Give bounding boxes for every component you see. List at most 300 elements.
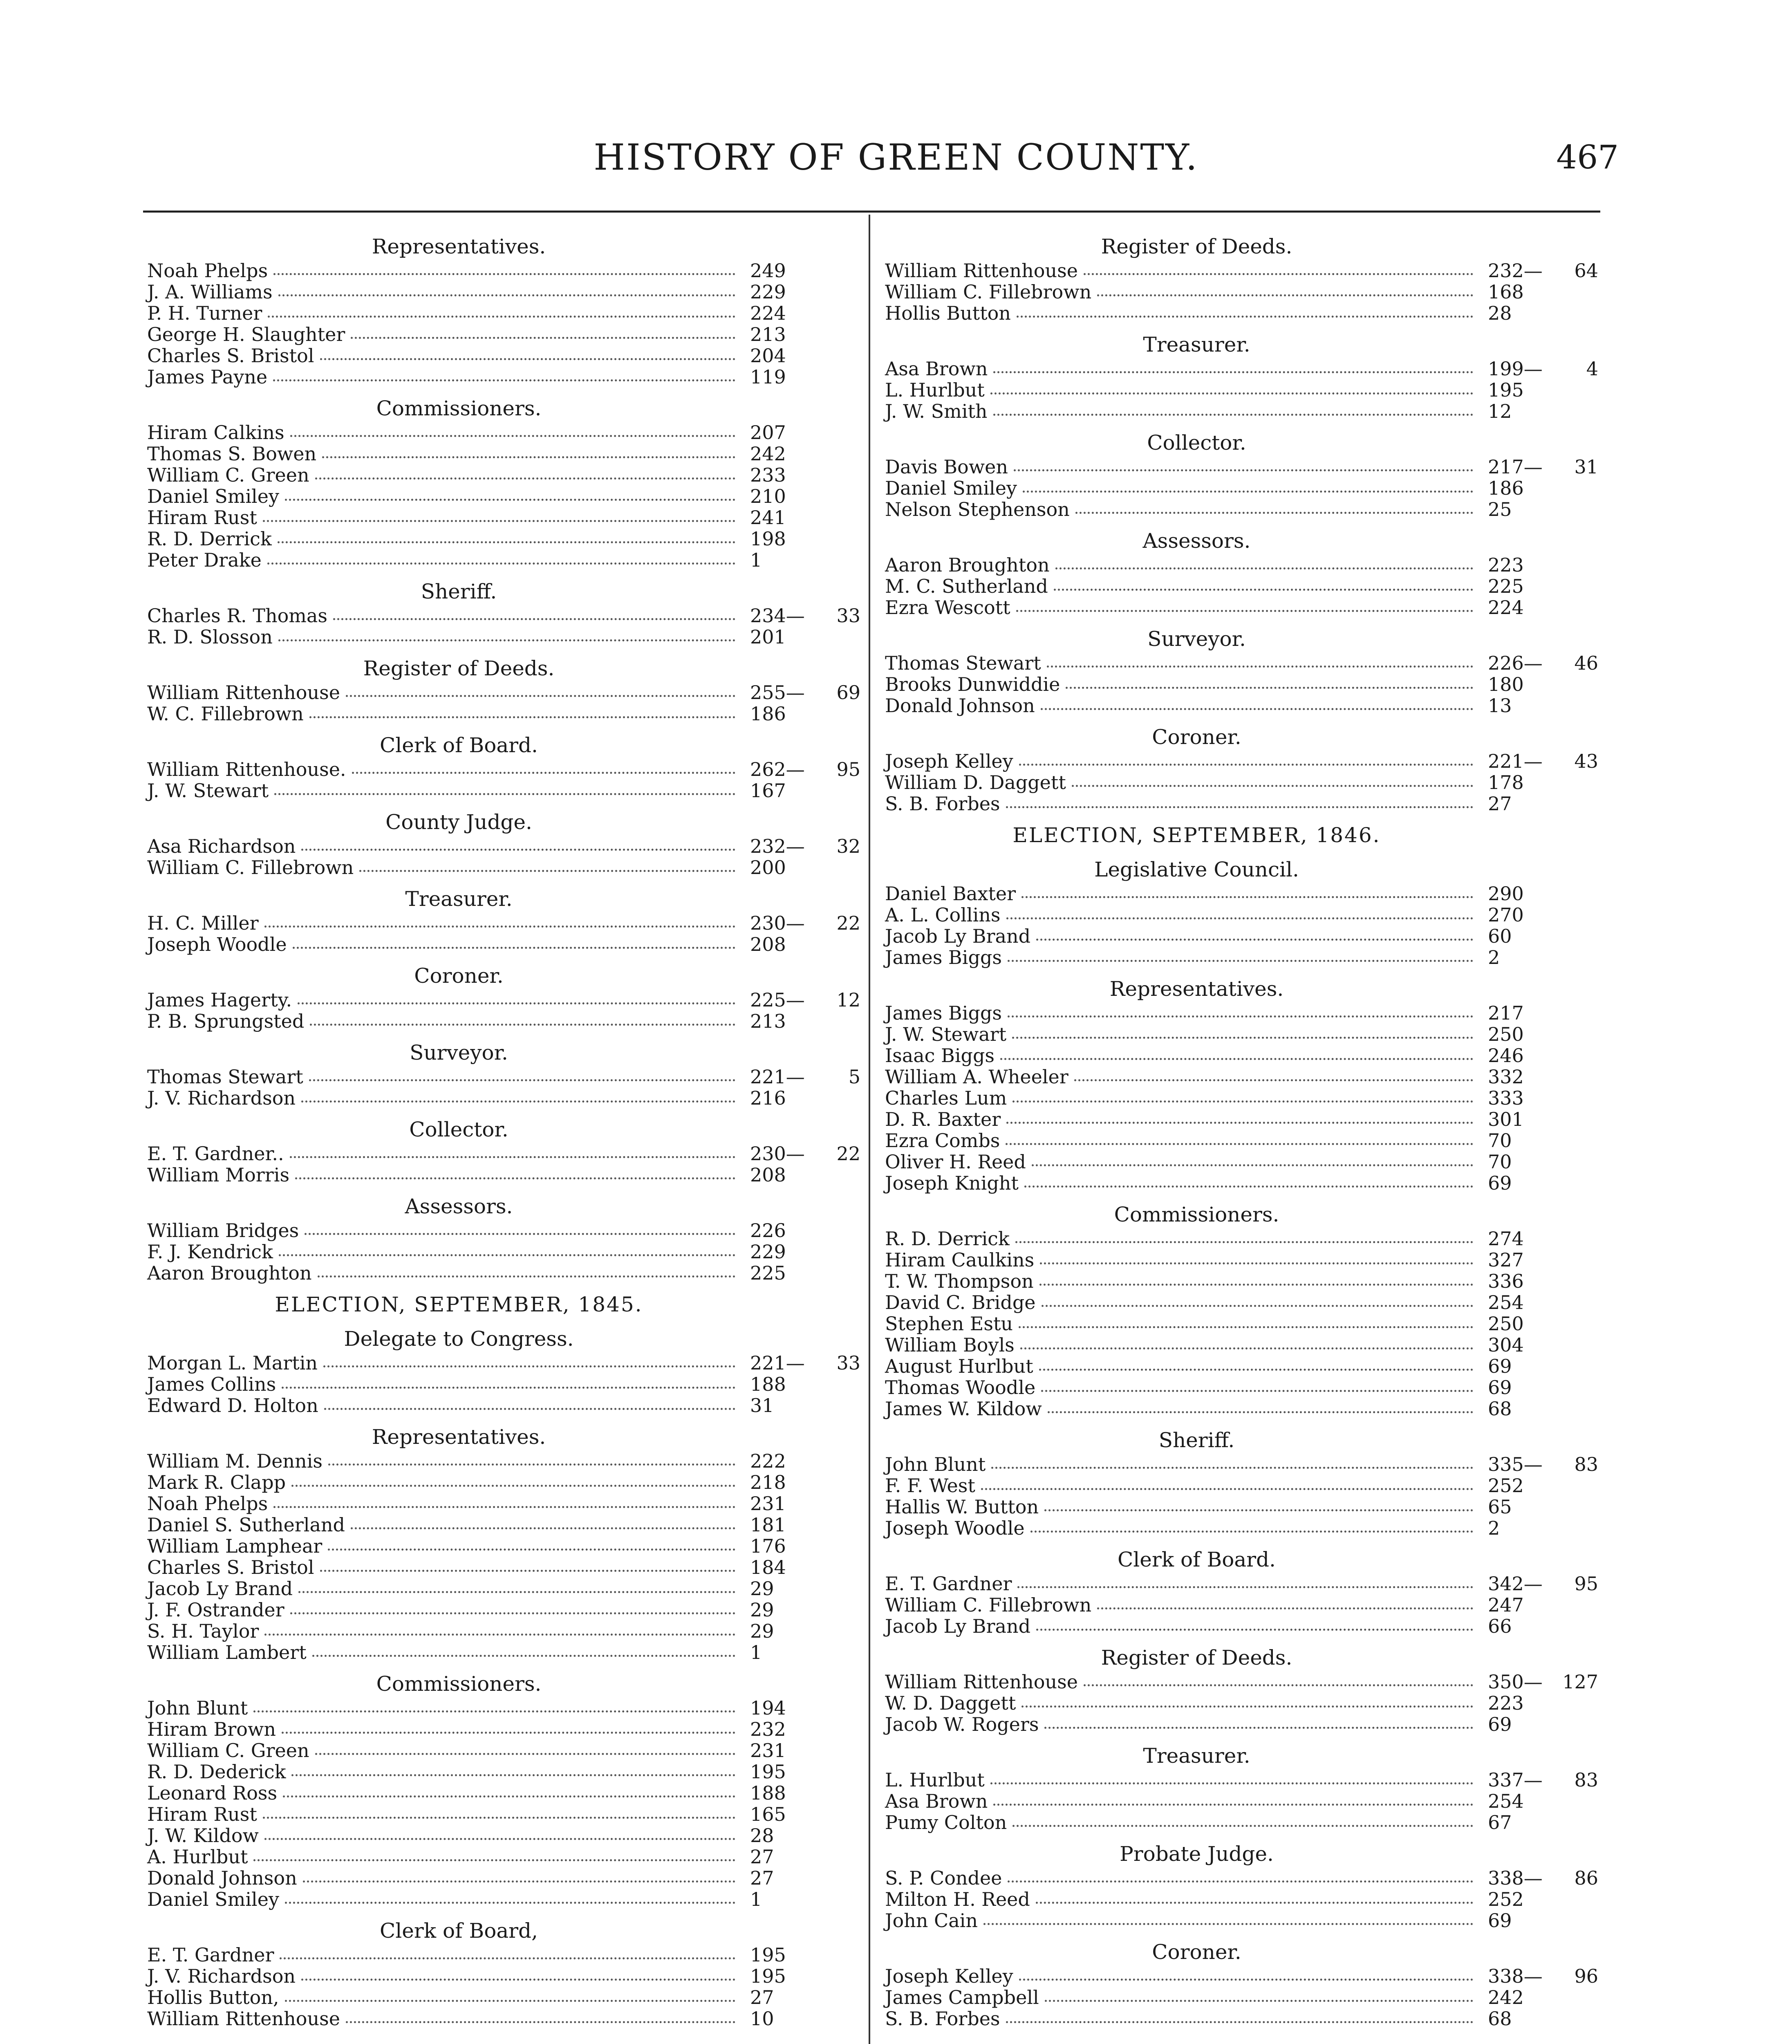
candidate-row	[885, 695, 1598, 716]
dot-leader	[291, 1761, 735, 1776]
dot-leader	[1041, 695, 1473, 710]
candidate-row	[885, 1475, 1598, 1496]
dot-leader	[264, 1620, 735, 1636]
dot-leader	[282, 1374, 735, 1389]
office-heading: Register of Deeds.	[1101, 1646, 1292, 1670]
candidate-row	[147, 1087, 860, 1109]
candidate-row	[885, 1714, 1598, 1735]
candidate-row	[147, 1867, 860, 1889]
candidate-name: S. P. Condee	[885, 1867, 1002, 1889]
office-heading: Register of Deeds.	[1101, 235, 1292, 258]
vote-count: 231	[750, 1493, 786, 1515]
candidate-name: Aaron Broughton	[885, 554, 1050, 576]
candidate-row	[147, 486, 860, 507]
section-spacer	[885, 324, 1598, 331]
dot-leader	[290, 1143, 735, 1158]
candidate-row	[147, 1374, 860, 1395]
vote-count: 68	[1488, 2008, 1512, 2030]
vote-count: 28	[750, 1824, 774, 1847]
vote-count: 186	[1488, 477, 1524, 499]
candidate-row	[885, 1889, 1598, 1910]
majority-count	[1549, 303, 1598, 324]
vote-count: 241	[750, 507, 786, 529]
candidate-row	[885, 793, 1598, 814]
candidate-name: William C. Green	[147, 464, 309, 486]
majority-count	[1549, 1045, 1598, 1066]
dot-leader	[1032, 1151, 1473, 1166]
section-spacer	[147, 878, 860, 885]
candidate-name: Daniel Smiley	[147, 1888, 279, 1910]
dot-leader	[1006, 1130, 1473, 1145]
majority-count	[811, 1011, 860, 1032]
candidate-name: S. B. Forbes	[885, 2008, 1000, 2030]
vote-count: 221—	[1488, 750, 1543, 772]
vote-count: 231	[750, 1739, 786, 1762]
candidate-row	[147, 528, 860, 549]
section-spacer	[885, 1194, 1598, 1201]
majority-count	[811, 366, 860, 388]
candidate-row	[885, 1671, 1598, 1692]
office-heading: Collector.	[409, 1118, 508, 1141]
candidate-row	[147, 1599, 860, 1620]
dot-leader	[1054, 576, 1473, 591]
vote-count: 350—	[1488, 1671, 1543, 1693]
candidate-row	[885, 674, 1598, 695]
candidate-row	[147, 1846, 860, 1867]
candidate-row	[147, 1395, 860, 1416]
dot-leader	[263, 1804, 735, 1819]
candidate-row	[885, 1692, 1598, 1714]
candidate-name: Joseph Knight	[885, 1172, 1019, 1194]
candidate-name: J. A. Williams	[147, 281, 273, 303]
candidate-row	[147, 1514, 860, 1535]
majority-count	[811, 1697, 860, 1719]
candidate-row	[147, 1761, 860, 1782]
candidate-row	[885, 1130, 1598, 1151]
candidate-row	[885, 1249, 1598, 1271]
candidate-name: Brooks Dunwiddie	[885, 673, 1060, 695]
majority-count: 33	[836, 1352, 860, 1374]
vote-count: 337—	[1488, 1769, 1543, 1791]
candidate-name: John Cain	[885, 1910, 978, 1932]
office-heading: County Judge.	[385, 810, 532, 834]
majority-count	[1549, 1271, 1598, 1292]
candidate-row	[147, 1620, 860, 1642]
candidate-row	[147, 2008, 860, 2029]
vote-count: 194	[750, 1697, 786, 1719]
candidate-name: Edward D. Holton	[147, 1394, 318, 1416]
vote-count: 68	[1488, 1398, 1512, 1420]
office-heading: Clerk of Board.	[380, 733, 538, 757]
dot-leader	[1015, 1228, 1473, 1243]
section-spacer	[885, 814, 1598, 822]
majority-count	[811, 507, 860, 528]
office-heading: Register of Deeds.	[363, 657, 555, 680]
vote-count: 254	[1488, 1291, 1524, 1313]
candidate-row	[885, 1496, 1598, 1517]
section-spacer	[885, 422, 1598, 429]
dot-leader	[1030, 1517, 1473, 1533]
candidate-row	[885, 477, 1598, 499]
vote-count: 1	[750, 1641, 762, 1663]
candidate-row	[885, 576, 1598, 597]
candidate-row	[147, 1557, 860, 1578]
majority-count	[811, 1395, 860, 1416]
majority-count	[811, 1599, 860, 1620]
office-heading: Representatives.	[372, 235, 546, 258]
office-heading: Sheriff.	[1158, 1428, 1235, 1452]
candidate-name: Hiram Rust	[147, 1803, 257, 1825]
dot-leader	[1048, 1398, 1473, 1413]
section-spacer	[147, 1416, 860, 1423]
candidate-row	[147, 1535, 860, 1557]
column-divider	[869, 215, 870, 2044]
majority-count	[811, 1472, 860, 1493]
candidate-row	[147, 1472, 860, 1493]
section-spacer	[885, 1419, 1598, 1427]
majority-count	[811, 1620, 860, 1642]
dot-leader	[352, 759, 735, 774]
dot-leader	[315, 1740, 735, 1755]
office-heading: Assessors.	[1142, 529, 1251, 553]
vote-count: 29	[750, 1599, 774, 1621]
vote-count: 249	[750, 260, 786, 282]
candidate-row	[147, 464, 860, 486]
dot-leader	[1036, 1616, 1473, 1631]
office-heading: Clerk of Board,	[380, 1919, 538, 1943]
section-spacer	[147, 1186, 860, 1193]
vote-count: 229	[750, 1241, 786, 1263]
candidate-name: Hiram Calkins	[147, 421, 284, 444]
candidate-name: Thomas Stewart	[885, 652, 1041, 674]
dot-leader	[278, 626, 735, 641]
vote-count: 233	[750, 464, 786, 486]
candidate-row	[885, 1271, 1598, 1292]
vote-count: 338—	[1488, 1867, 1543, 1889]
majority-count	[1549, 499, 1598, 520]
candidate-row	[885, 456, 1598, 477]
candidate-name: Aaron Broughton	[147, 1262, 312, 1284]
majority-count	[1549, 1024, 1598, 1045]
candidate-row	[885, 597, 1598, 618]
vote-count: 246	[1488, 1044, 1524, 1067]
dot-leader	[1006, 1109, 1473, 1124]
dot-leader	[993, 358, 1473, 373]
dot-leader	[991, 1454, 1473, 1469]
dot-leader	[1021, 1692, 1473, 1708]
dot-leader	[291, 1472, 735, 1487]
majority-count	[1549, 883, 1598, 904]
vote-count: 167	[750, 780, 786, 802]
dot-leader	[1021, 883, 1473, 898]
candidate-name: William Morris	[147, 1164, 290, 1186]
dot-leader	[273, 1493, 735, 1508]
vote-count: 333	[1488, 1087, 1524, 1109]
candidate-name: T. W. Thompson	[885, 1270, 1034, 1292]
dot-leader	[1019, 751, 1473, 766]
majority-count: 46	[1574, 652, 1598, 674]
candidate-row	[147, 1143, 860, 1164]
candidate-row	[147, 605, 860, 626]
candidate-row	[147, 1493, 860, 1514]
vote-count: 247	[1488, 1594, 1524, 1616]
candidate-row	[147, 626, 860, 648]
majority-count	[811, 1761, 860, 1782]
office-heading: Delegate to Congress.	[344, 1327, 574, 1351]
vote-count: 2	[1488, 1517, 1500, 1539]
vote-count: 60	[1488, 925, 1512, 947]
office-heading: Clerk of Board.	[1118, 1548, 1276, 1571]
right-column	[885, 233, 1598, 2029]
candidate-name: Donald Johnson	[147, 1867, 297, 1889]
majority-count	[1549, 477, 1598, 499]
candidate-name: William Rittenhouse	[885, 260, 1078, 282]
dot-leader	[309, 703, 735, 718]
dot-leader	[1045, 1987, 1473, 2002]
vote-count: 250	[1488, 1023, 1524, 1045]
candidate-name: Hiram Caulkins	[885, 1249, 1035, 1271]
candidate-name: James Collins	[147, 1373, 276, 1395]
candidate-row	[147, 1352, 860, 1374]
dot-leader	[323, 1352, 735, 1367]
majority-count: 32	[836, 835, 860, 857]
candidate-row	[885, 947, 1598, 968]
office-heading: Assessors.	[405, 1195, 513, 1218]
candidate-row	[885, 1616, 1598, 1637]
vote-count: 270	[1488, 904, 1524, 926]
dot-leader	[290, 1599, 735, 1614]
candidate-row	[147, 703, 860, 724]
candidate-row	[885, 1066, 1598, 1087]
candidate-row	[885, 1454, 1598, 1475]
dot-leader	[1019, 1966, 1473, 1981]
candidate-row	[147, 857, 860, 878]
majority-count	[811, 486, 860, 507]
majority-count	[1549, 1812, 1598, 1833]
candidate-row	[147, 443, 860, 464]
dot-leader	[1055, 554, 1473, 569]
candidate-row	[885, 1966, 1598, 1987]
candidate-row	[147, 1825, 860, 1846]
vote-count: 232—	[1488, 260, 1543, 282]
candidate-name: W. C. Fillebrown	[147, 703, 304, 725]
candidate-name: James Hagerty.	[147, 989, 292, 1011]
majority-count	[1549, 1109, 1598, 1130]
vote-count: 226	[750, 1219, 786, 1242]
vote-count: 332	[1488, 1066, 1524, 1088]
candidate-name: R. D. Dederick	[147, 1761, 286, 1783]
candidate-row	[885, 1791, 1598, 1812]
vote-count: 336	[1488, 1270, 1524, 1292]
vote-count: 27	[750, 1867, 774, 1889]
candidate-name: David C. Bridge	[885, 1291, 1036, 1313]
candidate-name: J. W. Kildow	[147, 1824, 259, 1847]
candidate-row	[885, 1573, 1598, 1594]
candidate-name: William Rittenhouse.	[147, 758, 346, 780]
vote-count: 1	[750, 549, 762, 571]
majority-count	[1549, 1377, 1598, 1398]
majority-count	[811, 1719, 860, 1740]
majority-count	[1549, 1594, 1598, 1616]
section-spacer	[147, 1663, 860, 1670]
office-heading: Coroner.	[414, 964, 504, 988]
dot-leader	[1012, 1812, 1473, 1827]
dot-leader	[993, 1791, 1473, 1806]
majority-count	[1549, 1151, 1598, 1172]
dot-leader	[1075, 499, 1473, 514]
dot-leader	[1006, 793, 1473, 808]
dot-leader	[322, 443, 735, 458]
dot-leader	[346, 2008, 735, 2023]
majority-count: 96	[1574, 1965, 1598, 1987]
candidate-name: Noah Phelps	[147, 1493, 268, 1515]
vote-count: 165	[750, 1803, 786, 1825]
candidate-name: L. Hurlbut	[885, 1769, 985, 1791]
vote-count: 27	[750, 1846, 774, 1868]
dot-leader	[1097, 1594, 1473, 1609]
majority-count	[811, 857, 860, 878]
dot-leader	[295, 1164, 735, 1179]
majority-count: 5	[848, 1066, 860, 1088]
majority-count	[811, 1220, 860, 1241]
dot-leader	[290, 422, 735, 437]
majority-count	[811, 549, 860, 571]
dot-leader	[280, 1944, 735, 1959]
dot-leader	[1008, 1867, 1473, 1883]
section-spacer	[885, 1539, 1598, 1546]
vote-count: 230—	[750, 1143, 805, 1165]
vote-count: 254	[1488, 1790, 1524, 1812]
candidate-row	[147, 836, 860, 857]
dot-leader	[324, 1395, 735, 1410]
section-spacer	[147, 724, 860, 732]
majority-count	[1549, 2008, 1598, 2029]
dot-leader	[1008, 1002, 1473, 1018]
majority-count	[811, 260, 860, 281]
candidate-row	[885, 772, 1598, 793]
candidate-name: William Lamphear	[147, 1535, 323, 1557]
dot-leader	[1006, 904, 1473, 919]
candidate-name: William Lambert	[147, 1641, 307, 1663]
candidate-name: William C. Fillebrown	[885, 281, 1092, 303]
office-heading: Coroner.	[1152, 725, 1241, 749]
office-heading: Commissioners.	[1114, 1203, 1279, 1226]
majority-count	[1549, 1356, 1598, 1377]
candidate-name: William C. Fillebrown	[147, 856, 354, 879]
dot-leader	[1066, 674, 1473, 689]
vote-count: 213	[750, 323, 786, 345]
majority-count: 95	[836, 758, 860, 780]
dot-leader	[981, 1475, 1473, 1490]
vote-count: 69	[1488, 1376, 1512, 1399]
dot-leader	[990, 1769, 1473, 1784]
dot-leader	[310, 1011, 735, 1026]
majority-count	[1549, 947, 1598, 968]
candidate-row	[885, 926, 1598, 947]
section-spacer	[147, 1032, 860, 1039]
dot-leader	[268, 303, 735, 318]
candidate-name: William Rittenhouse	[885, 1671, 1078, 1693]
candidate-row	[885, 281, 1598, 303]
candidate-row	[147, 1987, 860, 2008]
majority-count	[1549, 554, 1598, 576]
candidate-name: Hallis W. Button	[885, 1496, 1039, 1518]
dot-leader	[282, 1719, 735, 1734]
dot-leader	[1016, 597, 1473, 612]
dot-leader	[1019, 1313, 1473, 1328]
candidate-name: Charles S. Bristol	[147, 345, 314, 367]
candidate-row	[885, 1867, 1598, 1889]
candidate-row	[147, 1220, 860, 1241]
vote-count: 252	[1488, 1888, 1524, 1910]
candidate-row	[147, 1262, 860, 1284]
candidate-name: Thomas Stewart	[147, 1066, 303, 1088]
candidate-name: Leonard Ross	[147, 1782, 278, 1804]
vote-count: 226—	[1488, 652, 1543, 674]
vote-count: 67	[1488, 1811, 1512, 1833]
majority-count	[1549, 1087, 1598, 1109]
majority-count	[811, 1262, 860, 1284]
dot-leader	[1041, 1377, 1473, 1392]
majority-count	[1549, 281, 1598, 303]
dot-leader	[285, 1889, 735, 1904]
vote-count: 232—	[750, 835, 805, 857]
dot-leader	[315, 464, 735, 480]
majority-count	[1549, 1889, 1598, 1910]
office-heading: Probate Judge.	[1120, 1842, 1274, 1866]
majority-count	[1549, 793, 1598, 814]
candidate-name: Nelson Stephenson	[885, 498, 1070, 520]
majority-count	[811, 1087, 860, 1109]
majority-count: 69	[836, 681, 860, 704]
candidate-name: William D. Daggett	[885, 771, 1066, 793]
section-spacer	[885, 1637, 1598, 1644]
candidate-name: R. D. Derrick	[885, 1228, 1010, 1250]
vote-count: 31	[750, 1394, 774, 1416]
section-spacer	[147, 801, 860, 809]
candidate-name: J. W. Stewart	[885, 1023, 1007, 1045]
vote-count: 180	[1488, 673, 1524, 695]
vote-count: 201	[750, 626, 786, 648]
candidate-name: Hollis Button	[885, 302, 1011, 324]
majority-count	[811, 464, 860, 486]
majority-count: 83	[1574, 1769, 1598, 1791]
page-number: 467	[1556, 138, 1619, 176]
dot-leader	[301, 1087, 735, 1103]
dot-leader	[278, 528, 735, 543]
dot-leader	[1006, 2008, 1473, 2023]
majority-count	[1549, 1714, 1598, 1735]
dot-leader	[320, 345, 735, 360]
candidate-row	[147, 759, 860, 780]
office-heading: Treasurer.	[1143, 333, 1250, 356]
vote-count: 200	[750, 856, 786, 879]
dot-leader	[283, 1782, 735, 1797]
dot-leader	[1084, 260, 1473, 275]
vote-count: 188	[750, 1782, 786, 1804]
candidate-name: Daniel S. Sutherland	[147, 1514, 345, 1536]
vote-count: 225—	[750, 989, 805, 1011]
majority-count: 22	[836, 912, 860, 934]
majority-count	[1549, 1496, 1598, 1517]
candidate-row	[147, 281, 860, 303]
vote-count: 290	[1488, 883, 1524, 905]
candidate-row	[885, 379, 1598, 401]
vote-count: 195	[750, 1761, 786, 1783]
majority-count	[811, 1514, 860, 1535]
candidate-name: Joseph Woodle	[147, 933, 287, 955]
majority-count	[1549, 1066, 1598, 1087]
